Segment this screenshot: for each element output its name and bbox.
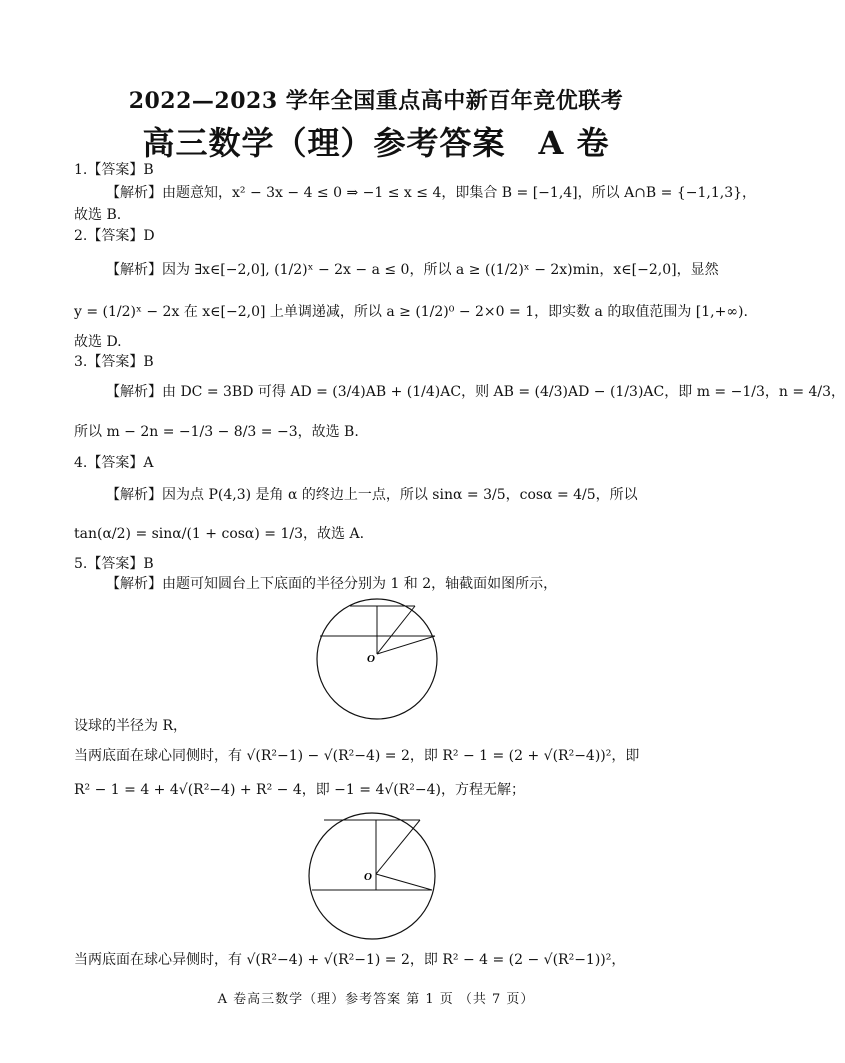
center-label-2: O (364, 871, 372, 883)
q4-analysis-2: tan(α/2) = sinα/(1 + cosα) = 1/3，故选 A. (74, 526, 365, 542)
figure-sphere-same-side (312, 594, 442, 724)
q3-analysis-1: 【解析】由 DC = 3BD 可得 AD = (3/4)AB + (1/4)AC，则 AB = (4/3)AD − (1/3)AC，即 m = −1/3，n = 4/3， (106, 384, 845, 400)
radius-to-top (377, 606, 415, 654)
q5-radius-definition: 设球的半径为 R， (74, 718, 187, 734)
q2-analysis-2: y = (1/2)ˣ − 2x 在 x∈[−2,0] 上单调递减，所以 a ≥ (1/2)⁰ − 2×0 = 1，即实数 a 的取值范围为 [1,+∞). (74, 304, 748, 320)
q2-analysis-1: 【解析】因为 ∃x∈[−2,0], (1/2)ˣ − 2x − a ≤ 0，所以 a ≥ ((1/2)ˣ − 2x)min，x∈[−2,0]，显然 (106, 262, 719, 278)
q1-answer: 1.【答案】B (74, 162, 154, 178)
q1-conclusion: 故选 B. (74, 207, 122, 223)
radius-to-bottom (377, 636, 435, 654)
q5-case-same-side-1: 当两底面在球心同侧时，有 √(R²−1) − √(R²−4) = 2，即 R² − 1 = (2 + √(R²−4))²，即 (74, 748, 640, 764)
q3-answer: 3.【答案】B (74, 354, 154, 370)
q3-analysis-2: 所以 m − 2n = −1/3 − 8/3 = −3，故选 B. (74, 424, 359, 440)
q5-case-opposite-side: 当两底面在球心异侧时，有 √(R²−4) + √(R²−1) = 2，即 R² − 4 = (2 − √(R²−1))²， (74, 952, 626, 968)
q2-answer: 2.【答案】D (74, 228, 155, 244)
q1-analysis: 【解析】由题意知，x² − 3x − 4 ≤ 0 ⇒ −1 ≤ x ≤ 4，即集合 B = [−1,4]，所以 A∩B = {−1,1,3}， (106, 185, 757, 201)
radius-to-bottom (376, 874, 432, 890)
figure-sphere-opposite-side (302, 808, 442, 948)
sphere-circle (309, 813, 435, 939)
page-footer: A 卷高三数学（理）参考答案 第 1 页 （共 7 页） (217, 992, 535, 1007)
q4-answer: 4.【答案】A (74, 455, 154, 471)
center-label-1: O (367, 653, 375, 665)
exam-title: 2022—2023 学年全国重点高中新百年竞优联考 (128, 88, 624, 114)
q2-conclusion: 故选 D. (74, 334, 122, 350)
answer-key-title: 高三数学（理）参考答案 A 卷 (142, 124, 610, 162)
q5-answer: 5.【答案】B (74, 556, 154, 572)
q5-analysis-1: 【解析】由题可知圆台上下底面的半径分别为 1 和 2，轴截面如图所示， (106, 576, 558, 592)
radius-to-top (376, 820, 420, 874)
q5-case-same-side-2: R² − 1 = 4 + 4√(R²−4) + R² − 4，即 −1 = 4√(R²−4)，方程无解； (74, 782, 525, 798)
q4-analysis-1: 【解析】因为点 P(4,3) 是角 α 的终边上一点，所以 sinα = 3/5，cosα = 4/5，所以 (106, 487, 638, 503)
